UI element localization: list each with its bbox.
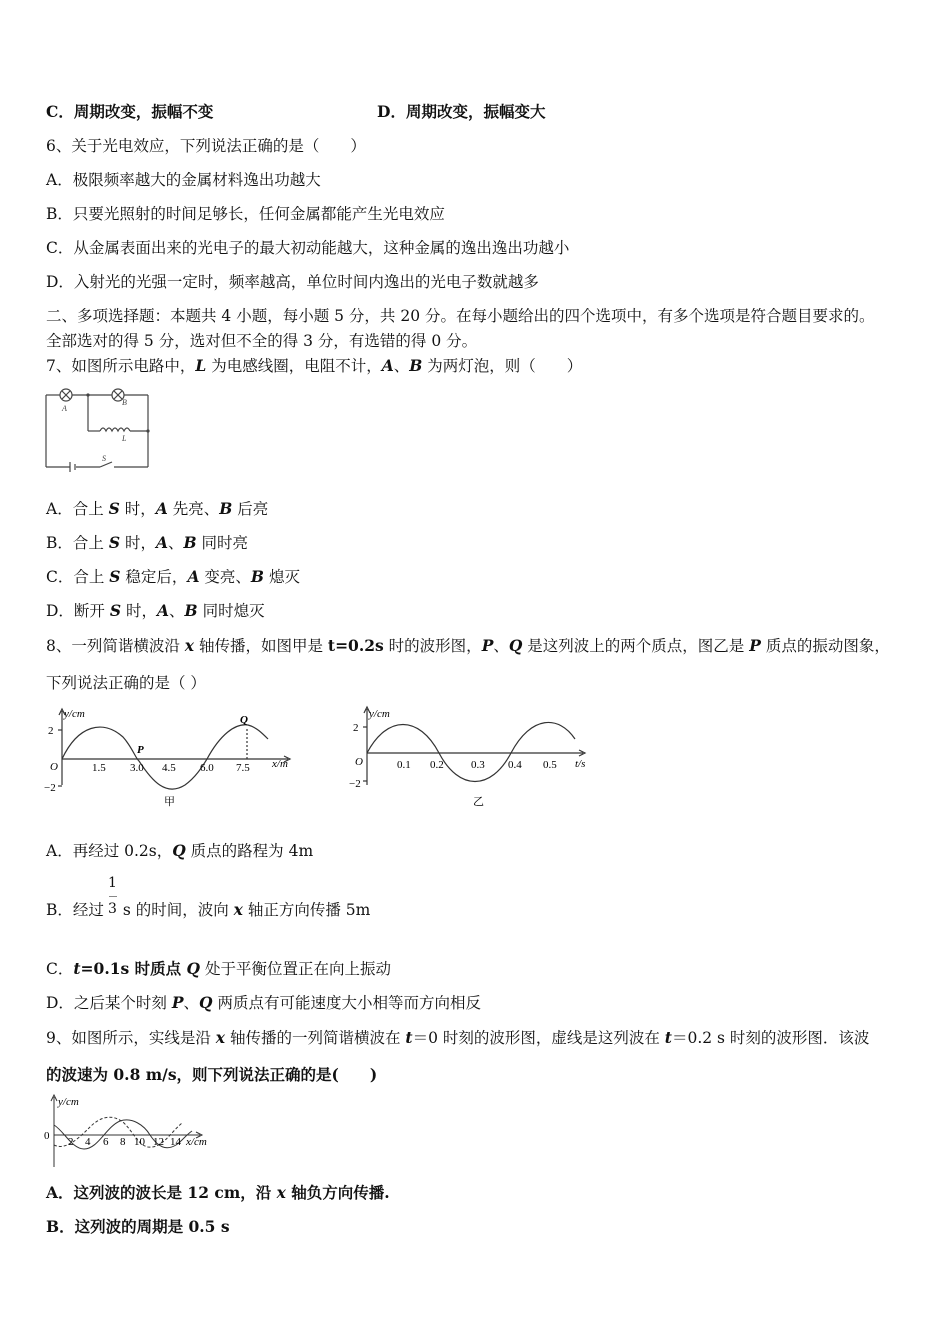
q9-tick: 10: [134, 1136, 145, 1148]
q9-ylabel: y/cm: [58, 1096, 79, 1108]
q9-stem-line2: 的波速为 0.8 m/s，则下列说法正确的是( ): [46, 1065, 378, 1084]
q9-tick: 12: [153, 1136, 164, 1148]
q9-tick: 8: [120, 1136, 126, 1148]
q8-figure-b-tick: 0.1: [397, 759, 411, 771]
q8-figure-a-tick: 1.5: [92, 762, 106, 774]
q6-option-a: A．极限频率越大的金属材料逸出功越大: [46, 171, 321, 189]
q8-stem-line2: 下列说法正确的是（ ）: [46, 674, 206, 692]
q8-figure-a-wave-graph: [40, 705, 320, 810]
q8-figure-b-tick: 0.4: [508, 759, 522, 771]
q7-stem: 7、如图所示电路中，L 为电感线圈，电阻不计，A、B 为两灯泡，则（ ）: [46, 356, 583, 375]
q8-figure-b-caption: 乙: [473, 796, 484, 808]
q8-option-a: A．再经过 0.2s，Q 质点的路程为 4m: [46, 841, 314, 860]
q9-tick: 14: [170, 1136, 181, 1148]
section2-line1: 二、多项选择题：本题共 4 小题，每小题 5 分，共 20 分。在每小题给出的四个选项中，有多个选项是符合题目要求的。: [46, 307, 875, 325]
q8-option-c: C．t=0.1s 时质点 Q 处于平衡位置正在向上振动: [46, 959, 391, 978]
q8-figure-a-tick: 7.5: [236, 762, 250, 774]
q8-figure-b-wave-curve: [367, 722, 575, 781]
q8-figure-a-point-p: P: [137, 744, 144, 756]
q7-label-l: L: [122, 434, 127, 443]
q8-figure-a-tick: 6.0: [200, 762, 214, 774]
q8-option-b-fraction-bar: [109, 896, 117, 897]
q8-figure-b-tick: 0.3: [471, 759, 485, 771]
q7-option-a: A．合上 S 时，A 先亮、B 后亮: [46, 499, 269, 518]
q8-figure-b-tick: 0.2: [430, 759, 444, 771]
q9-tick: 4: [85, 1136, 91, 1148]
q8-figure-a-wave-curve: [62, 725, 268, 789]
q6-option-c: C．从金属表面出来的光电子的最大初动能越大，这种金属的逸出逸出功越小: [46, 239, 570, 257]
q8-option-b-denominator: 3: [108, 901, 117, 917]
q7-option-b: B．合上 S 时，A、B 同时亮: [46, 533, 249, 552]
q7-label-b: B: [122, 398, 127, 407]
q8-figure-b-vibration-graph: [345, 705, 595, 810]
q9-origin: 0: [44, 1130, 50, 1142]
q6-option-b: B．只要光照射的时间足够长，任何金属都能产生光电效应: [46, 205, 445, 223]
q8-figure-a-tick: 3.0: [130, 762, 144, 774]
q9-option-b: B．这列波的周期是 0.5 s: [46, 1217, 230, 1236]
q9-option-a: A．这列波的波长是 12 cm，沿 x 轴负方向传播.: [46, 1183, 390, 1202]
q9-wave-graph: [40, 1093, 220, 1173]
q5-option-c: C．周期改变，振幅不变: [46, 102, 214, 121]
q8-stem-line1: 8、一列简谐横波沿 x 轴传播，如图甲是 t=0.2s 时的波形图，P、Q 是这列波上的两个质点，图乙是 P 质点的振动图象，: [46, 636, 890, 655]
q6-stem: 6、关于光电效应，下列说法正确的是（ ）: [46, 137, 366, 155]
q7-option-c: C．合上 S 稳定后，A 变亮、B 熄灭: [46, 567, 300, 586]
q7-option-d: D．断开 S 时，A、B 同时熄灭: [46, 601, 265, 620]
q7-circuit-diagram: [40, 385, 160, 475]
q8-figure-b-tick: 0.5: [543, 759, 557, 771]
q8-figure-a-origin: O: [50, 761, 58, 773]
q5-option-d: D．周期改变，振幅变大: [377, 102, 546, 121]
q9-stem-line1: 9、如图所示，实线是沿 x 轴传播的一列简谐横波在 t＝0 时刻的波形图，虚线是这列波在 t＝0.2 s 时刻的波形图．该波: [46, 1028, 870, 1047]
q9-tick: 2: [68, 1136, 74, 1148]
q8-option-b-numerator: 1: [108, 875, 117, 891]
q8-option-b: B．经过 s 的时间，波向 x 轴正方向传播 5m: [46, 900, 371, 919]
q8-figure-b-ybottom: −2: [349, 778, 361, 790]
q9-tick: 6: [103, 1136, 109, 1148]
q8-figure-a-ybottom: −2: [44, 782, 56, 794]
q6-option-d: D．入射光的光强一定时，频率越高，单位时间内逸出的光电子数就越多: [46, 273, 539, 291]
q8-figure-a-tick: 4.5: [162, 762, 176, 774]
q8-figure-b-ytop: 2: [353, 722, 359, 734]
section2-line2: 全部选对的得 5 分，选对但不全的得 3 分，有选错的得 0 分。: [46, 332, 478, 350]
q7-label-a: A: [62, 404, 67, 413]
q8-figure-b-ylabel: y/cm: [369, 708, 390, 720]
q8-option-d: D．之后某个时刻 P、Q 两质点有可能速度大小相等而方向相反: [46, 993, 481, 1012]
q8-figure-a-ytop: 2: [48, 725, 54, 737]
q8-figure-a-xlabel: x/m: [272, 758, 288, 770]
q8-figure-b-origin: O: [355, 756, 363, 768]
q7-label-s: S: [102, 454, 106, 463]
q8-figure-a-ylabel: y/cm: [64, 708, 85, 720]
q8-figure-a-caption: 甲: [164, 796, 175, 808]
q9-xlabel: x/cm: [186, 1136, 207, 1148]
q8-figure-b-xlabel: t/s: [575, 758, 586, 770]
q8-figure-a-point-q: Q: [240, 714, 248, 726]
